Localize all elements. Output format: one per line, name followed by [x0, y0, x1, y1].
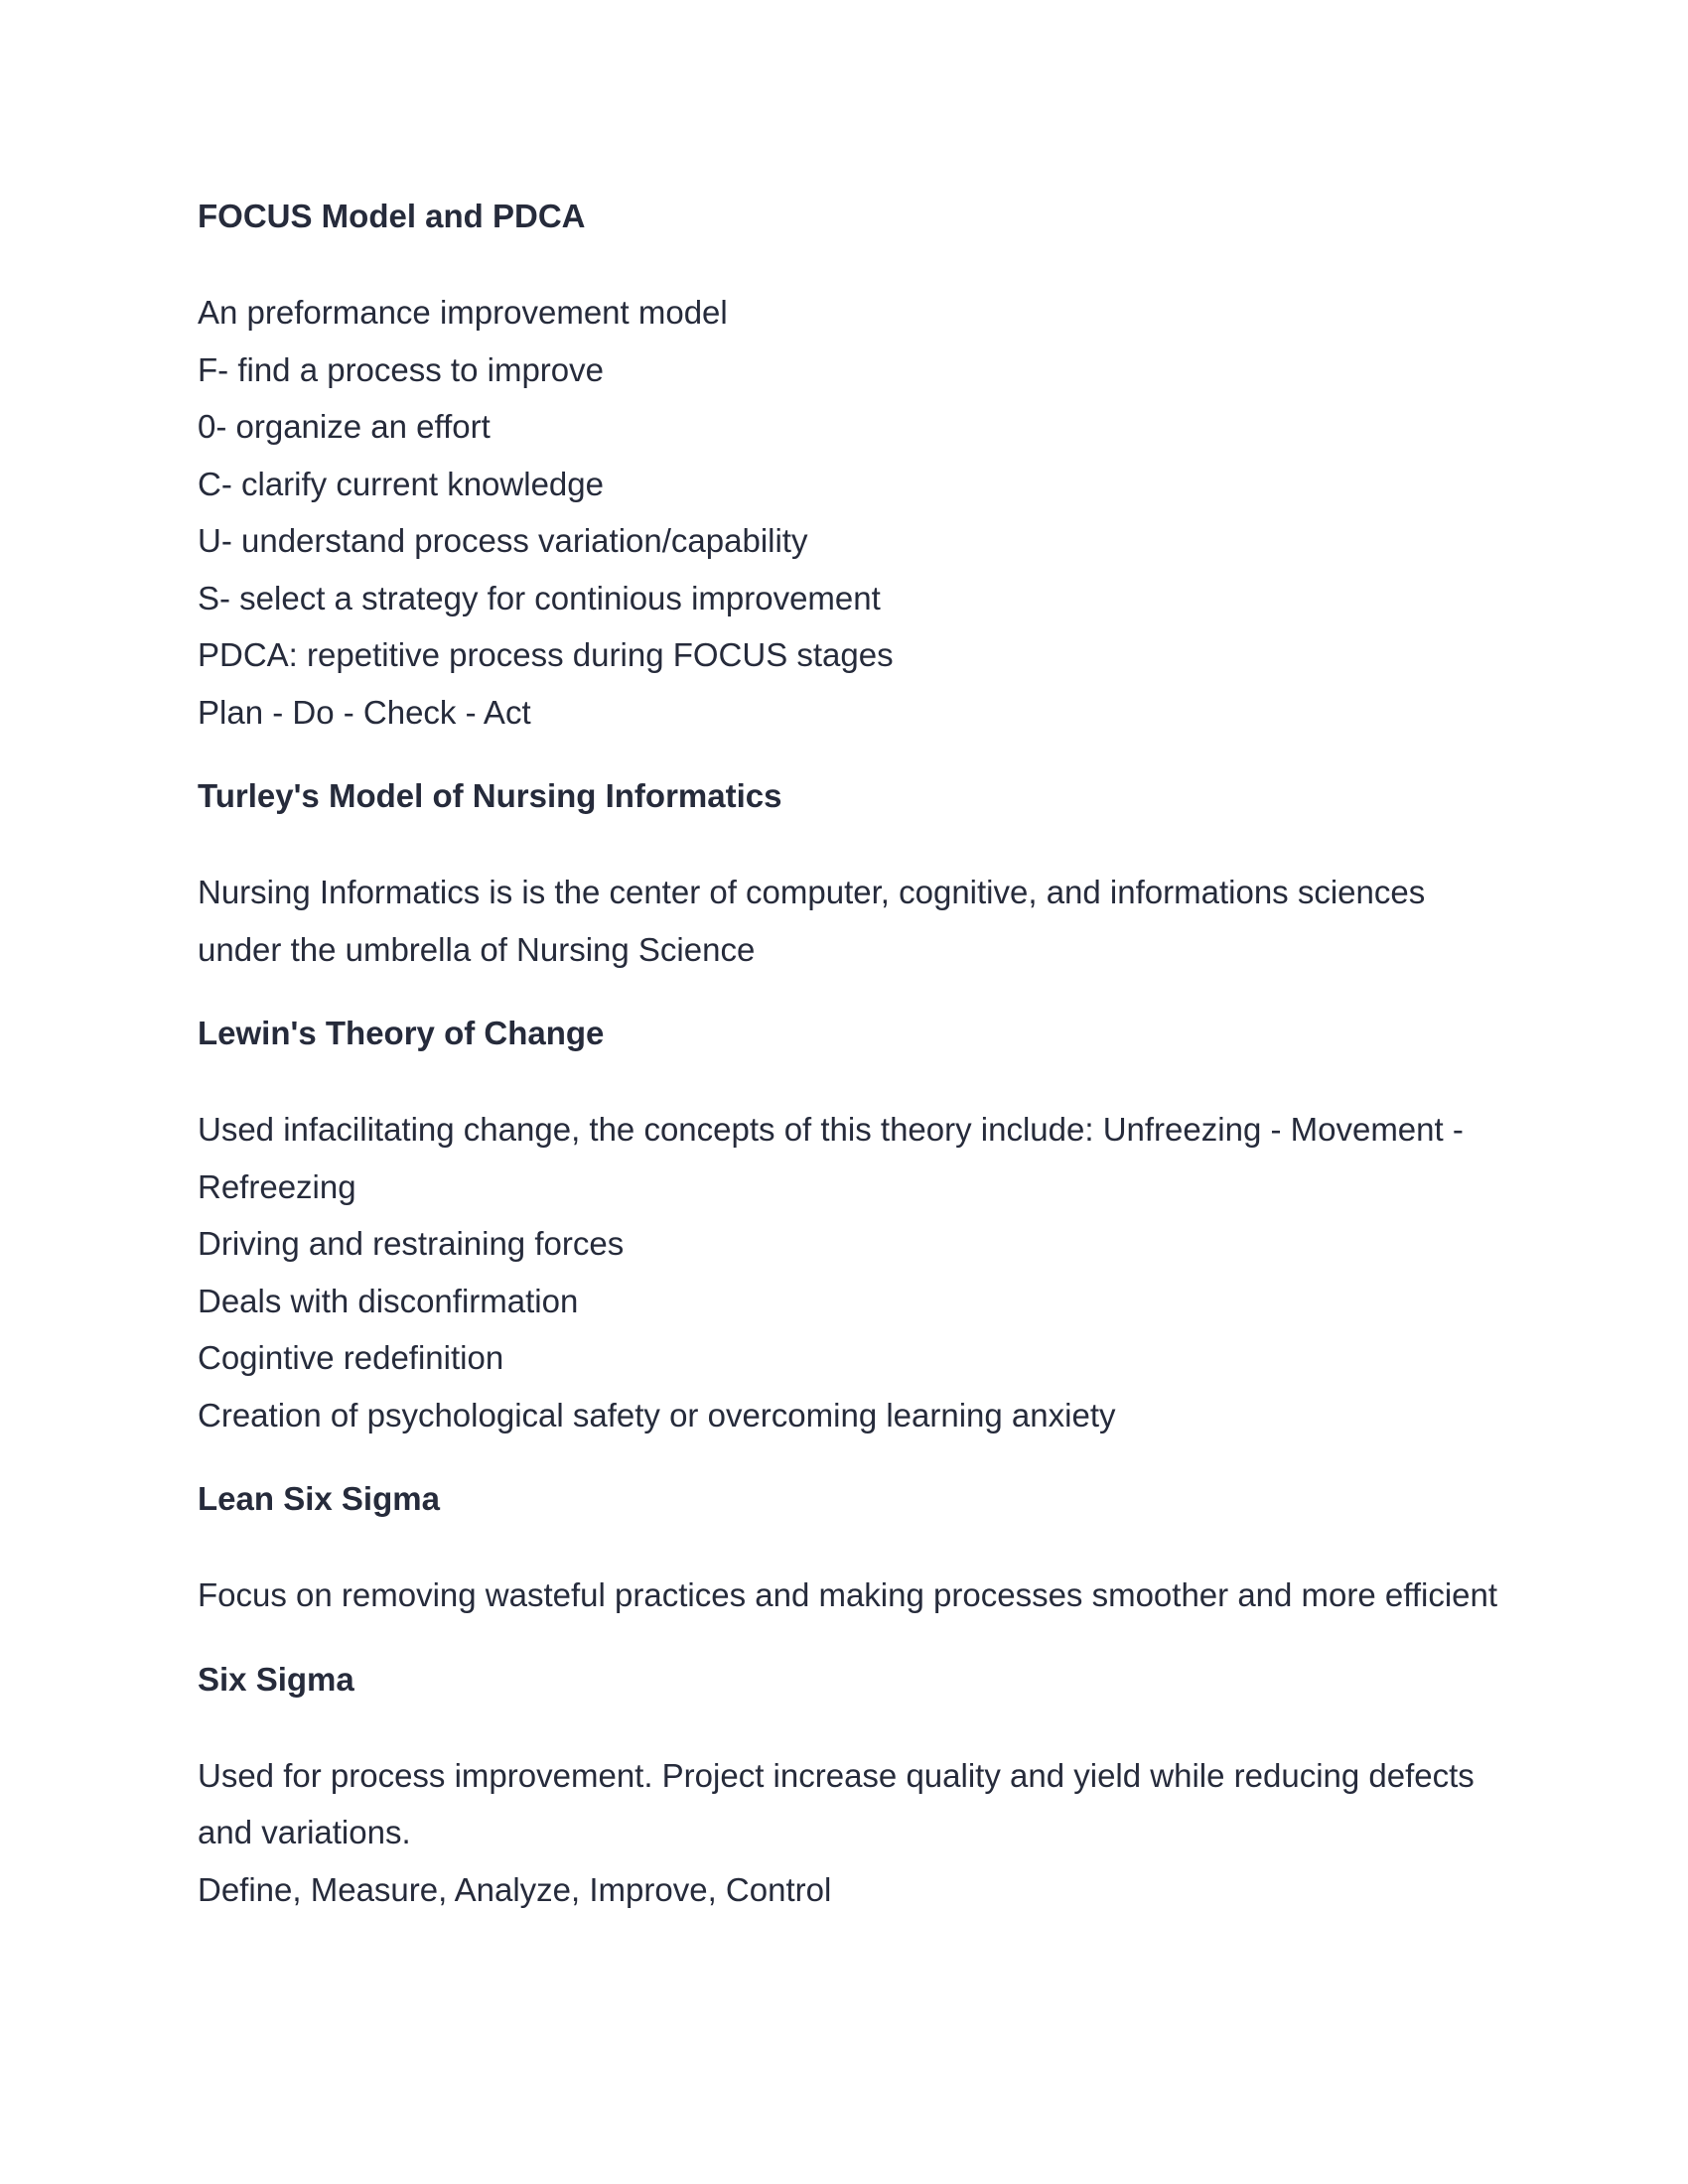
card-lean-six-sigma: [198, 1476, 1508, 1624]
card-six-sigma: [198, 1657, 1508, 1919]
definition-line: PDCA: repetitive process during FOCUS stages: [198, 636, 894, 673]
definition-line: Deals with disconfirmation: [198, 1282, 579, 1319]
definition-line: Creation of psychological safety or overcoming learning anxiety: [198, 1396, 1116, 1433]
term-heading: Six Sigma: [198, 1660, 354, 1698]
definition-block: [198, 864, 1508, 978]
card-lewin-theory: [198, 1011, 1508, 1443]
definition-block: [198, 1101, 1508, 1443]
definition-line: C- clarify current knowledge: [198, 465, 604, 502]
definition-line: F- find a process to improve: [198, 350, 604, 388]
definition-line: Driving and restraining forces: [198, 1225, 625, 1262]
flashcard-document: [198, 194, 1508, 1951]
definition-line: Cogintive redefinition: [198, 1339, 504, 1376]
definition-line: U- understand process variation/capability: [198, 522, 808, 559]
definition-block: [198, 1567, 1508, 1624]
definition-line: An preformance improvement model: [198, 294, 728, 331]
definition-line: Focus on removing wasteful practices and making processes smoother and more efficient: [198, 1576, 1498, 1613]
definition-line: Nursing Informatics is is the center of computer, cognitive, and informations sciences under the umbrella of Nursing Science: [198, 874, 1435, 968]
term-heading: Lean Six Sigma: [198, 1480, 440, 1517]
definition-line: Define, Measure, Analyze, Improve, Control: [198, 1870, 832, 1908]
definition-line: 0- organize an effort: [198, 408, 491, 445]
definition-block: [198, 1747, 1508, 1919]
definition-block: [198, 284, 1508, 741]
term-heading: Turley's Model of Nursing Informatics: [198, 777, 782, 814]
card-focus-model: [198, 194, 1508, 741]
definition-line: Used infacilitating change, the concepts of this theory include: Unfreezing - Movement - Refreezing: [198, 1111, 1474, 1205]
definition-line: S- select a strategy for continious improvement: [198, 579, 881, 616]
definition-line: Plan - Do - Check - Act: [198, 693, 531, 731]
definition-line: Used for process improvement. Project increase quality and yield while reducing defects and variations.: [198, 1756, 1483, 1850]
card-turley-model: [198, 773, 1508, 978]
term-heading: FOCUS Model and PDCA: [198, 198, 586, 234]
term-heading: Lewin's Theory of Change: [198, 1015, 605, 1051]
